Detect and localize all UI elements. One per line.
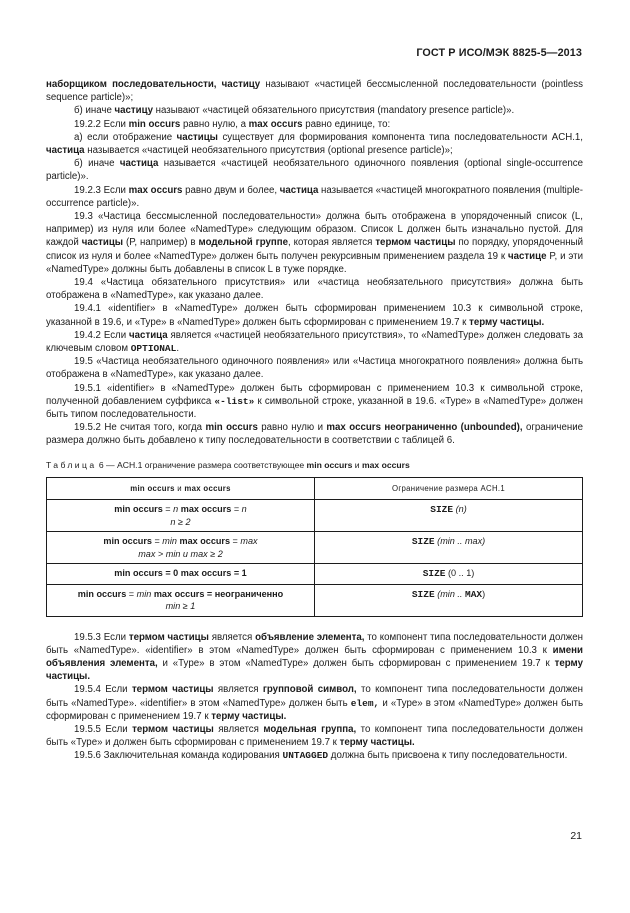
- table-row: [47, 500, 583, 532]
- paragraph-19-5-6: 19.5.6 Заключительная команда кодирования UNTAGGED должна быть присвоена к типу последовательности.: [74, 750, 568, 762]
- body-text: [46, 78, 583, 763]
- table-header-row: [47, 477, 583, 499]
- paragraph: а) если отображение частицы существует для формирования компонента типа последовательности ACH.1, частица называется «частицей необязательного присутствия (optional presence particle)»;: [46, 131, 583, 157]
- page-number: 21: [570, 830, 582, 842]
- table-caption: Таблица 6 — ACH.1 ограничение размера соответствующее min occurs и max occurs: [46, 459, 410, 470]
- paragraph: наборщиком последовательности, частицу называют «частицей бессмысленной последовательности (pointless sequence particle)»;: [46, 79, 583, 104]
- paragraph-19-5-4: 19.5.4 Если термом частицы является групповой символ, то компонент типа последовательности должен быть «NamedType». «identifier» в этом «NamedType» должен быть elem, и «Type» в этом «NamedType» должен быть сформирован с применением 19.7 к терму частицы.: [46, 684, 583, 722]
- paragraph-19-5: 19.5 «Частица необязательного одиночного появления» или «Частица многократного появления» должна быть отображена в «NamedType», как указано далее.: [46, 356, 583, 381]
- paragraph: б) иначе частицу называют «частицей обязательного присутствия (mandatory presence particle)».: [74, 105, 515, 117]
- table-cell-occurs: min occurs = 0 max occurs = 1: [47, 564, 315, 585]
- paragraph-19-2-3: 19.2.3 Если max occurs равно двум и более, частица называется «частицей многократного появления (multiple-occurrence particle)».: [46, 184, 583, 209]
- table-cell-occurs: min occurs = min max occurs = неограниченно min ≥ 1: [47, 584, 315, 616]
- table-cell-constraint: SIZE (min .. max): [315, 532, 583, 564]
- table-cell-constraint: SIZE (0 .. 1): [315, 564, 583, 585]
- paragraph-19-2-2: 19.2.2 Если min occurs равно нулю, а max occurs равно единице, то:: [74, 118, 391, 130]
- paragraph-19-4-1: 19.4.1 «identifier» в «NamedType» должен быть сформирован применением 10.3 к символьной строке, указанной в 19.6, и «Type» в «NamedType» должен быть сформирован с применением 19.7 к терму частицы.: [46, 303, 583, 328]
- table-row: [47, 584, 583, 616]
- paragraph: б) иначе частица называется «частицей необязательного одиночного появления (optional single-occurrence particle)».: [46, 158, 584, 183]
- paragraph-19-5-5: 19.5.5 Если термом частицы является модельная группа, то компонент типа последовательности должен быть «Type» и должен быть сформирован с применением 19.7 к терму частицы.: [46, 724, 583, 749]
- document-header-title: ГОСТ Р ИСО/МЭК 8825-5—2013: [416, 47, 582, 59]
- paragraph-19-5-3: 19.5.3 Если термом частицы является объявление элемента, то компонент типа последовательности должен быть «NamedType». «identifier» в этом «NamedType» должен быть сформирован с применением 10.3 к имени объявления элемента, и «Type» в этом «NamedType» должен быть сформирован с применением 19.7 к терму частицы.: [46, 631, 583, 683]
- table-header-occurs: min occurs и max occurs: [47, 477, 315, 499]
- table-cell-constraint: SIZE (n): [315, 500, 583, 532]
- size-constraint-table: [46, 477, 583, 617]
- table-row: [47, 532, 583, 564]
- table-row: [47, 564, 583, 585]
- table-cell-constraint: SIZE (min .. MAX): [315, 584, 583, 616]
- table-cell-occurs: min occurs = min max occurs = max max > min и max ≥ 2: [47, 532, 315, 564]
- paragraph-19-4: 19.4 «Частица обязательного присутствия» или «частица необязательного присутствия» должна быть отображена в «NamedType», как указано далее.: [46, 277, 583, 302]
- table-cell-occurs: min occurs = n max occurs = n n ≥ 2: [47, 500, 315, 532]
- paragraph-19-5-2: 19.5.2 Не считая того, когда min occurs равно нулю и max occurs неограниченно (unbounded), ограничение размера должно быть добавлено к типу последовательности в соответствии с таблицей 6.: [46, 422, 584, 447]
- paragraph-19-3: 19.3 «Частица бессмысленной последовательности» должна быть отображена в упорядоченный список (L, например) из нуля или более «NamedType» следующим образом. Список L должен быть изначально пустой. Для каждой частицы (P, например) в модельной группе, которая является термом частицы по порядку, упорядоченный список из нуля и более «NamedType» должен быть получен рекурсивным применением раздела 19 к частице P, и эти «NamedType» должны быть добавлены в список L в туже порядке.: [46, 211, 584, 275]
- paragraph-19-5-1: 19.5.1 «identifier» в «NamedType» должен быть сформирован с применением 10.3 к символьной строке, полученной добавлением суффикса «-list» к символьной строке, указанной в 19.6. «Type» в «NamedType» должен быть типом последовательности.: [46, 382, 583, 421]
- table-header-constraint: Ограничение размера ACH.1: [315, 477, 583, 499]
- paragraph-19-4-2: 19.4.2 Если частица является «частицей необязательного присутствия», то «NamedType» должен следовать за ключевым словом OPTIONAL.: [46, 329, 583, 355]
